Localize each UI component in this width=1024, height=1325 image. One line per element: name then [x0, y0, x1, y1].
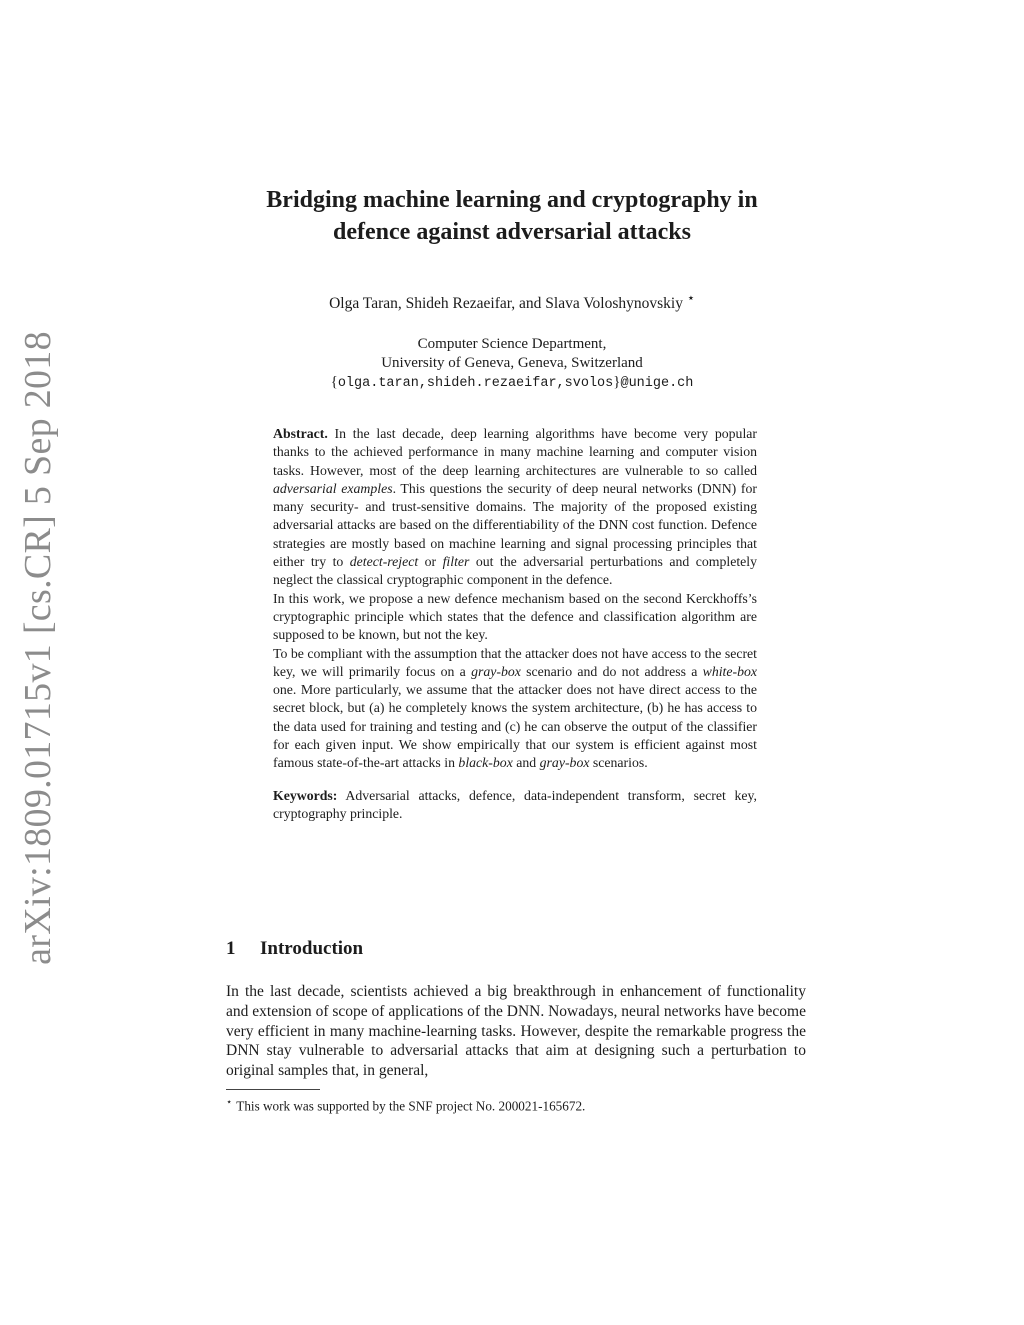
- abstract-text: . This questions the security of deep neural networks (DNN) for many security- and trust-sensitive domains. The majority of the proposed existing adversarial attacks are based on the differentiability of the DNN cost function. Defence strategies are mostly based on machine learning and signal processing principles that either try to: [273, 480, 757, 570]
- paper-title: [0, 184, 1024, 248]
- email-domain: @unige.ch: [620, 376, 694, 392]
- author-footnote-mark: ⋆: [686, 290, 695, 305]
- footnote-text: This work was supported by the SNF project No. 200021-165672.: [236, 1098, 586, 1114]
- affiliation: [0, 335, 1024, 393]
- email-brace-close: }: [613, 374, 621, 391]
- email-users: olga.taran,shideh.rezaeifar,svolos: [337, 376, 614, 392]
- abstract-emphasis: white-box: [702, 663, 758, 679]
- author-list: [0, 290, 1024, 313]
- abstract-text: To be compliant with the assumption that the attacker does not have access to the secret key, we will primarily focus on a: [273, 645, 757, 679]
- email-brace-open: {: [330, 374, 338, 391]
- arxiv-identifier: arXiv:1809.01715v1 [cs.CR] 5 Sep 2018: [17, 331, 59, 965]
- abstract-emphasis: black-box: [458, 755, 513, 771]
- abstract-paragraph-2: In this work, we propose a new defence mechanism based on the second Kerckhoffs’s cryptographic principle which states that the defence and classification algorithm are supposed to be known, but not the key.: [273, 590, 757, 643]
- title-line-2: defence against adversarial attacks: [333, 219, 691, 245]
- keywords-label: Keywords:: [273, 787, 338, 803]
- university: University of Geneva, Geneva, Switzerland: [381, 355, 643, 372]
- author-emails: [0, 373, 1024, 393]
- abstract-text: In the last decade, deep learning algorithms have become very popular thanks to the achieved performance in many machine learning and computer vision tasks. However, most of the deep learning architectures are vulnerable to so called: [273, 426, 758, 478]
- authors-text: Olga Taran, Shideh Rezaeifar, and Slava Voloshynovskiy: [329, 295, 683, 313]
- footnote-divider: [226, 1089, 320, 1090]
- keywords-text: Adversarial attacks, defence, data-independent transform, secret key, cryptography principle.: [273, 787, 757, 821]
- abstract-text: and: [516, 755, 537, 771]
- section-title: Introduction: [260, 938, 364, 959]
- abstract-text: or: [424, 554, 437, 570]
- abstract-emphasis: adversarial examples: [273, 480, 393, 496]
- introduction-section: [226, 938, 806, 1081]
- abstract-text: one. More particularly, we assume that the attacker does not have direct access to the secret block, but (a) he completely knows the system architecture, (b) he has access to the data used for training and testing and (c) he can observe the output of the classifier for each given input. We show empirically that our system is efficient against most famous state-of-the-art attacks in: [273, 682, 757, 771]
- footnote: [226, 1097, 585, 1114]
- abstract-text: out the adversarial perturbations and completely neglect the classical cryptographic component in the defence.: [273, 554, 758, 588]
- title-line-1: Bridging machine learning and cryptography in: [266, 187, 758, 213]
- abstract-text: scenarios.: [592, 755, 648, 771]
- abstract-text: scenario and do not address a: [526, 663, 698, 679]
- abstract-emphasis: filter: [442, 554, 470, 570]
- abstract-paragraph-1: [273, 425, 757, 590]
- abstract-emphasis: gray-box: [471, 663, 521, 679]
- keywords: [273, 787, 757, 824]
- abstract-label: Abstract.: [273, 426, 328, 441]
- section-heading: [226, 938, 806, 960]
- section-paragraph: In the last decade, scientists achieved a big breakthrough in enhancement of functionality and extension of scope of applications of the DNN. Nowadays, neural networks have become very efficient in many machine-learning tasks. However, despite the remarkable progress the DNN stay vulnerable to adversarial attacks that aim at designing such a perturbation to original samples that, in general,: [226, 983, 806, 1080]
- abstract-emphasis: detect-reject: [349, 554, 419, 570]
- abstract: [273, 425, 757, 823]
- footnote-mark: ⋆: [226, 1097, 233, 1108]
- section-number: 1: [226, 938, 236, 959]
- paper-header: [0, 184, 1024, 393]
- abstract-emphasis: gray-box: [539, 755, 590, 771]
- department: Computer Science Department,: [417, 336, 607, 353]
- abstract-paragraph-3: [273, 645, 757, 773]
